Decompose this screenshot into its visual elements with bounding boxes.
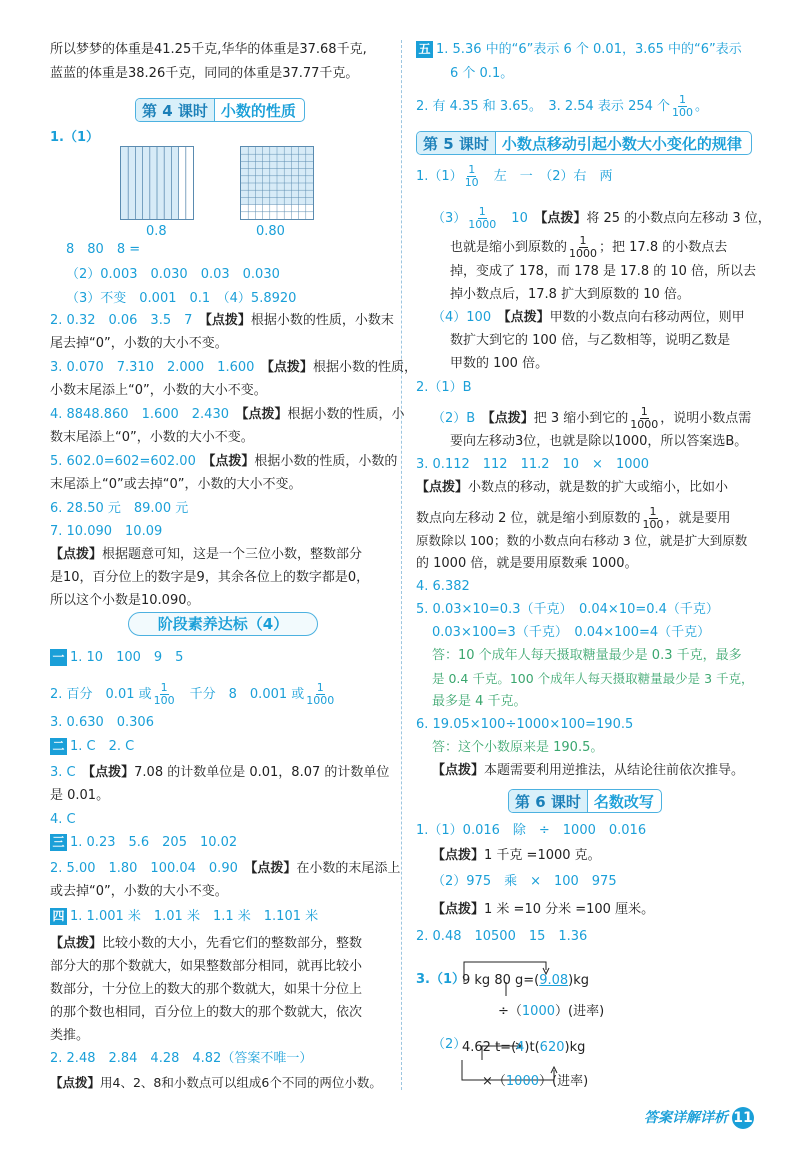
unit: )t(: [524, 1040, 540, 1055]
page-number: 11: [732, 1107, 754, 1129]
tip-text: ，说明小数点需: [660, 411, 752, 426]
answer-line: 6. 19.05×100÷1000×100=190.5: [416, 717, 634, 732]
answer-line: （2）0.003 0.030 0.03 0.030: [66, 267, 280, 282]
tip-line: [432, 761, 744, 781]
section-mark: 一: [50, 649, 67, 666]
answer-line: 2.（1）B: [416, 380, 472, 395]
answer-line: 7. 10.090 10.09: [50, 524, 163, 539]
answer: 1. 5.36 中的“6”表示 6 个 0.01，3.65 中的“6”表示: [436, 42, 742, 57]
tip-label: 【点拨】: [488, 411, 534, 426]
tip-line: [432, 900, 654, 920]
operator: ×（: [482, 1074, 506, 1089]
grid-label: 0.8: [146, 224, 167, 239]
tip-text: 小数末尾添上“0”，小数的大小不变。: [50, 383, 267, 398]
tip-text: 比较小数的大小，先看它们的整数部分，整数: [102, 936, 363, 951]
unit: )kg: [568, 973, 590, 988]
answer-line: （2）975 乘 × 100 975: [432, 874, 617, 889]
tip-text: 数末尾添上“0”，小数的大小不变。: [50, 430, 254, 445]
fraction: $\frac{1}{10}$: [464, 163, 479, 189]
expression: 9 kg 80 g=(: [462, 973, 540, 988]
answer-line: 8 80 8 =: [66, 242, 141, 257]
answer-line: [50, 737, 134, 757]
tip-text: 根据小数的性质，: [312, 360, 417, 375]
answer-line: 答：10 个成年人每天摄取糖量最少是 0.3 千克，最多: [432, 648, 742, 663]
tip-text: 1 米 =10 分米 =100 厘米。: [484, 902, 655, 917]
tip-label: 【点拨】: [208, 454, 255, 469]
tip-text: 是 0.01。: [50, 788, 110, 803]
answer-line: [50, 833, 237, 853]
tip-label: 【点拨】: [432, 902, 485, 917]
answer-line: 4. C: [50, 812, 76, 827]
tip-line: [450, 235, 727, 260]
tip-text: 根据小数的性质，小: [287, 407, 405, 422]
answer-line: 6. 28.50 元 89.00 元: [50, 501, 189, 516]
answer: 5. 602.0=602=602.00: [50, 454, 196, 469]
tip-text: ；把 17.8 的小数点去: [599, 240, 728, 255]
tip-label: 【点拨】: [88, 765, 135, 780]
question: （2）: [432, 1037, 467, 1052]
answer: 1. 0.23 5.6 205 10.02: [70, 835, 238, 850]
answer: 2. 0.32 0.06 3.5 7: [50, 313, 193, 328]
answer: 620: [539, 1040, 565, 1055]
tip-label: 【点拨】: [432, 848, 485, 863]
tip-text: 原数除以 100；数的小数点向右移动 3 位，就是扩大到原数: [416, 533, 748, 548]
answer-line: 6 个 0.1。: [450, 66, 514, 81]
answer-line: 2. 0.48 10500 15 1.36: [416, 929, 588, 944]
fraction: $\frac{1}{1000}$: [468, 205, 497, 231]
stage-header: 阶段素养达标（4）: [128, 612, 318, 636]
answer-line: [50, 405, 405, 425]
tip-text: 数点向左移动 2 位，就是缩小到原数的: [416, 511, 641, 526]
tip-text: 将 25 的小数点向左移动 3 位，: [586, 211, 771, 226]
answer-line: 2. 有 4.35 和 3.65。 3. 2.54 表示 254 个 $\frac{1}{100}$ 。: [416, 93, 709, 119]
answer-line: （3）不变 0.001 0.1 （4）5.8920: [66, 291, 297, 306]
expression: 4.62 t=(: [462, 1040, 517, 1055]
answer-line: [50, 358, 417, 378]
lesson-title: 小数点移动引起小数大小变化的规律: [501, 135, 742, 153]
tip-text: 小数点的移动，就是数的扩大或缩小，比如小: [468, 480, 729, 495]
answer: 10: [511, 211, 528, 226]
tip-text: 也就是缩小到原数的: [450, 240, 568, 255]
answer: 1. C 2. C: [70, 739, 135, 754]
answer-line: [416, 40, 742, 60]
section-mark: 四: [50, 908, 67, 925]
grid-label: 0.80: [256, 224, 285, 239]
answer-line: 3. 0.112 112 11.2 10 × 1000: [416, 457, 650, 472]
conversion-line: [462, 1038, 585, 1058]
lesson-title: 名数改写: [593, 793, 654, 811]
tip-line: [50, 934, 362, 954]
tip-label: 【点拨】: [504, 310, 550, 325]
tip-line: [432, 846, 601, 866]
tip-text: 数扩大到它的 100 倍，与乙数相等，说明乙数是: [450, 333, 731, 348]
answer: （3）: [432, 211, 467, 226]
answer-line: [50, 648, 183, 668]
tip-line: [50, 1073, 382, 1093]
fraction: $\frac{1}{1000}$: [569, 234, 598, 260]
answer: 1000: [505, 1074, 539, 1089]
answer-line: 3. 0.630 0.306: [50, 715, 154, 730]
tip-text: 末尾添上“0”或去掉“0”，小数的大小不变。: [50, 477, 302, 492]
answer-line: 4. 6.382: [416, 579, 470, 594]
answer-line: 是 0.4 千克。100 个成年人每天摄取糖量最少是 3 千克，: [432, 671, 754, 686]
tip-text: 尾去掉“0”，小数的大小不变。: [50, 336, 228, 351]
tip-label: 【点拨】: [416, 480, 469, 495]
tip-text: 1 千克 =1000 克。: [484, 848, 601, 863]
tip-text: 是10，百分位上的数字是9，其余各位上的数字都是0，: [50, 570, 370, 585]
tip-text: 掉，变成了 178，而 178 是 17.8 的 10 倍，所以去: [450, 264, 757, 279]
fraction: $\frac{1}{100}$: [642, 505, 664, 531]
answer-line: [50, 452, 397, 472]
answer: 左 一 （2）右 两: [493, 169, 613, 184]
answer: 3. C: [50, 765, 76, 780]
fraction: $\frac{1}{1000}$: [306, 681, 335, 707]
tip-label: 【点拨】: [50, 1075, 101, 1090]
tip-text: 掉小数点后，17.8 扩大到原数的 10 倍。: [450, 287, 690, 302]
answer-line: [432, 406, 751, 431]
tip-text: 甲数的 100 倍。: [450, 356, 549, 371]
lesson-6-header: [508, 789, 662, 813]
answer: 3. 0.070 7.310 2.000 1.600: [50, 360, 255, 375]
answer: 4. 8848.860 1.600 2.430: [50, 407, 229, 422]
tip-text: 甲数的小数点向右移动两位，则甲: [549, 310, 745, 325]
lesson-4-header: [135, 98, 305, 122]
answer: 1000: [521, 1004, 555, 1019]
unit: )kg: [564, 1040, 586, 1055]
lesson-title: 小数的性质: [220, 102, 296, 120]
intro-line: 蓝蓝的体重是38.26千克，同同的体重是37.77千克。: [50, 66, 359, 81]
intro-line: 所以梦梦的体重是41.25千克,华华的体重是37.68千克,: [50, 42, 367, 57]
answer: 1. 10 100 9 5: [70, 650, 184, 665]
fraction: $\frac{1}{100}$: [672, 93, 694, 119]
answer: 9.08: [539, 973, 569, 988]
tip-text: 7.08 的计数单位是 0.01，8.07 的计数单位: [134, 765, 390, 780]
tip-text: 的 1000 倍，就是要用原数乘 1000。: [416, 556, 638, 571]
answer: 2. 百分 0.01 或: [50, 687, 152, 702]
tip-line: [416, 506, 731, 531]
answer-line: [50, 763, 389, 783]
decimal-grid-tenths: [120, 146, 194, 220]
answer: 1.（1）: [416, 169, 463, 184]
tip-text: 根据小数的性质，小数末: [250, 313, 394, 328]
rate-label: ）(进率): [555, 1004, 605, 1019]
section-mark: 五: [416, 41, 433, 58]
tip-label: 【点拨】: [250, 861, 297, 876]
fraction: $\frac{1}{1000}$: [630, 405, 659, 431]
tip-text: 在小数的末尾添上: [296, 861, 401, 876]
tip-text: 根据题意可知，这是一个三位小数，整数部分: [102, 547, 363, 562]
tip-label: 【点拨】: [267, 360, 313, 375]
tip-text: 的那个数也相同，百分位上的数大的那个数就大，依次: [50, 1005, 363, 1020]
conversion-op: [498, 1002, 604, 1022]
tip-label: 【点拨】: [205, 313, 251, 328]
answer: 2. 有 4.35 和 3.65。 3. 2.54 表示 254 个: [416, 99, 671, 114]
question: 3.（1）: [416, 972, 466, 987]
answer-line: [50, 311, 394, 331]
tip-label: 【点拨】: [50, 547, 103, 562]
lesson-tag: 第 4 课时: [136, 99, 215, 121]
answer-line: 0.03×100=3（千克） 0.04×100=4（千克）: [432, 625, 711, 640]
lesson-tag: 第 6 课时: [509, 790, 588, 812]
answer: （2）B: [432, 411, 476, 426]
answer: 4: [516, 1040, 525, 1055]
tip-text: 类推。: [50, 1028, 90, 1043]
conversion-op: [482, 1072, 588, 1092]
tip-label: 【点拨】: [50, 936, 103, 951]
tip-text: 所以这个小数是10.090。: [50, 593, 200, 608]
answer: （4）100: [432, 310, 492, 325]
answer-line: [416, 164, 612, 189]
section-mark: 三: [50, 834, 67, 851]
tip-label: 【点拨】: [242, 407, 288, 422]
question: 1.（1）: [50, 130, 100, 145]
page-footer: [644, 1107, 754, 1129]
rate-label: ）(进率): [539, 1074, 589, 1089]
tip-text: 本题需要利用逆推法，从结论往前依次推导。: [484, 763, 745, 778]
tip-text: 或去掉“0”，小数的大小不变。: [50, 884, 228, 899]
column-divider: [401, 40, 402, 1090]
answer: 1. 1.001 米 1.01 米 1.1 米 1.101 米: [70, 909, 319, 924]
answer-line: 2. 2.48 2.84 4.28 4.82（答案不唯一）: [50, 1051, 313, 1066]
conversion-line: [462, 971, 589, 991]
tip-text: 部分大的那个数就大，如果整数部分相同，就再比较小: [50, 959, 363, 974]
answer-line: 5. 0.03×10=0.3（千克） 0.04×10=0.4（千克）: [416, 602, 719, 617]
answer-line: [432, 308, 745, 328]
answer: 2. 5.00 1.80 100.04 0.90: [50, 861, 238, 876]
tip-text: 根据小数的性质，小数的: [254, 454, 398, 469]
answer: 千分 8 0.001 或: [189, 687, 305, 702]
lesson-tag: 第 5 课时: [417, 132, 496, 154]
decimal-grid-hundredths: [240, 146, 314, 220]
tip-line: [416, 478, 728, 498]
tip-text: ，就是要用: [665, 511, 731, 526]
tip-label: 【点拨】: [540, 211, 587, 226]
answer-line: [50, 859, 400, 879]
tip-text: 数部分，十分位上的数大的那个数就大，如果十分位上: [50, 982, 363, 997]
tip-label: 【点拨】: [432, 763, 485, 778]
answer-line: [50, 682, 336, 707]
operator: ÷（: [498, 1004, 522, 1019]
tip-text: 要向左移动3位，也就是除以1000，所以答案选B。: [450, 434, 748, 449]
footer-label: 答案详解详析: [644, 1110, 728, 1126]
answer-line: 答：这个小数原来是 190.5。: [432, 740, 604, 755]
lesson-5-header: [416, 131, 752, 155]
tip-text: 把 3 缩小到它的: [533, 411, 629, 426]
answer-line: 最多是 4 千克。: [432, 694, 527, 709]
fraction: $\frac{1}{100}$: [153, 681, 175, 707]
tip-line: [50, 545, 362, 565]
tip-text: 用4、2、8和小数点可以组成6个不同的两位小数。: [100, 1075, 382, 1090]
section-mark: 二: [50, 738, 67, 755]
answer-line: [432, 206, 771, 231]
answer-line: [50, 907, 318, 927]
answer-line: 1.（1）0.016 除 ÷ 1000 0.016: [416, 823, 647, 838]
